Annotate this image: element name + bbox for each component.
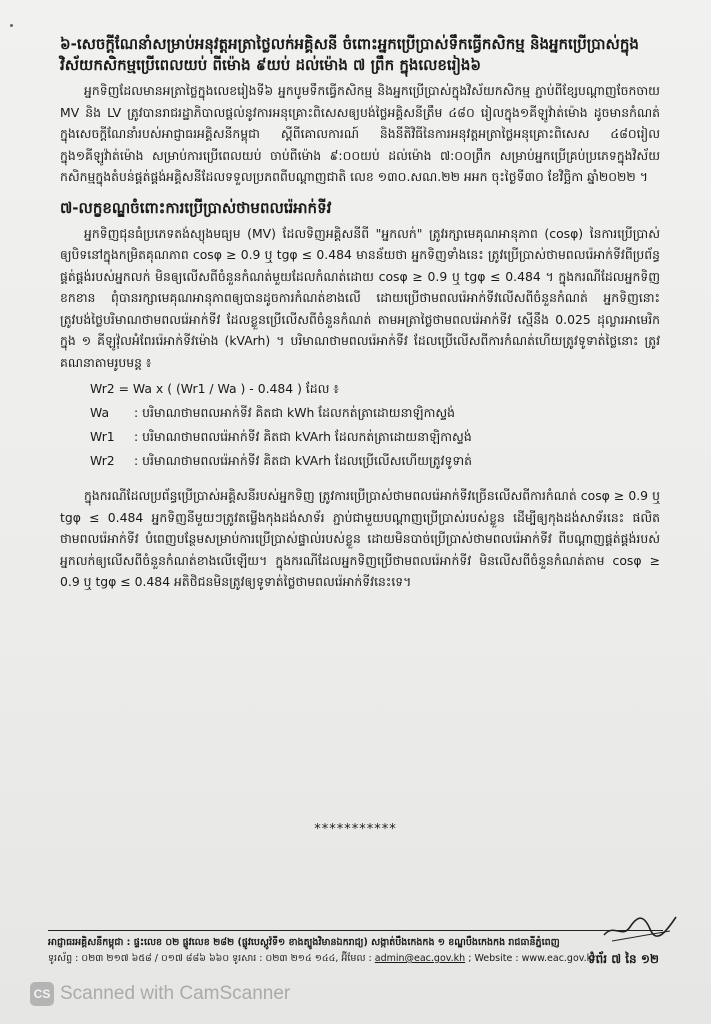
formula-symbol: Wr1 xyxy=(90,429,115,444)
section-6-paragraph: អ្នកទិញដែលមានអត្រាថ្លៃក្នុងលេខរៀងទី៦ អ្នកបូមទឹកធ្វើកសិកម្ម និងអ្នកប្រើប្រាស់ក្នុងវិស័យកសិកម្ម ភ្ជាប់ពីខ្សែបណ្តាញចែកចាយ MV និង LV ត្រូវបានរាជរដ្ឋាភិបាលផ្តល់នូវការអនុគ្រោះពិសេសឲ្យបង់ថ្លៃអគ្គិសនីត្រឹម ៤៨០ រៀលក្នុង១គីឡូវ៉ាត់ម៉ោង ដូចមានកំណត់ក្នុងសេចក្តីណែនាំរបស់អាជ្ញាធរអគ្គិសនីកម្ពុជា ស្តីពីគោលការណ៍ និងនីតិវិធីនៃការអនុវត្តអត្រាថ្លៃអនុគ្រោះពិសេស ៤៨០រៀល ក្នុង១គីឡូវ៉ាត់ម៉ោង សម្រាប់ការប្រើពេលយប់ ចាប់ពីម៉ោង ៩:០០យប់ ដល់ម៉ោង ៧:០០ព្រឹក សម្រាប់អ្នកប្រើគ្រប់ប្រភេទក្នុងវិស័យកសិកម្មក្នុងតំបន់ផ្គត់ផ្គង់អគ្គិសនីដែលទទួលប្រភពពីបណ្តាញជាតិ លេខ ១៣០.សណ.២២ អអក ចុះថ្ងៃទី៣០ ខែវិច្ឆិកា ឆ្នាំ២០២២ ។ xyxy=(60,83,660,184)
watermark-text: Scanned with CamScanner xyxy=(60,983,291,1004)
footer-phone: ទូរស័ព្ទ : ០២៣ ២១៧ ៦៥៨ / ០១៧ ៨៨៦ ៦៦០ ទូរសារ : ០២៣ ២១៤ ១៤៤, អ៊ីមែល : xyxy=(48,953,372,964)
formula-definition: : បរិមាណថាមពលរ៉េអាក់ទីវ គិតជា kVArh ដែលកត់ត្រាដោយនាឡិកាស្ទង់ xyxy=(134,429,472,444)
scan-speck xyxy=(10,24,13,27)
formula-symbol: Wr2 xyxy=(90,453,115,468)
footer-website: ; Website : www.eac.gov.kh xyxy=(468,953,599,964)
formula-def-wa xyxy=(90,401,660,425)
section-7-heading: ៧-លក្ខខណ្ឌចំពោះការប្រើប្រាស់ថាមពលរ៉េអាក់ទីវ xyxy=(60,198,332,217)
page-number: ទំព័រ ៧ នៃ ១២ xyxy=(587,952,659,966)
section-7-paragraph: អ្នកទិញជុនធំប្រភេទតង់ស្យុងមធ្យម (MV) ដែលទិញអគ្គិសនីពី "អ្នកលក់" ត្រូវរក្សាមេគុណអានុភាព (cosφ) នៃការប្រើប្រាស់ឲ្យបិទនៅក្នុងកម្រិតគុណភាព cosφ ≥ 0.9 ឬ tgφ ≤ 0.484 មានន័យថា អ្នកទិញទាំងនេះ ត្រូវប្រើប្រាស់ថាមពលរ៉េអាក់ទីវពីប្រព័ន្ធផ្គត់ផ្គង់របស់អ្នកលក់ មិនឲ្យលើសពីចំនួនកំណត់មួយដែលកំណត់ដោយ cosφ ≥ 0.9 ឬ tgφ ≤ 0.484 ។ ក្នុងករណីដែលអ្នកទិញខកខាន ពុំបានរក្សាមេគុណអានុភាពឲ្យបានដូចការកំណត់ខាងលើ ដោយប្រើថាមពលរ៉េអាក់ទីវលើសពីចំនួនកំណត់ អ្នកទិញនោះ ត្រូវបង់ថ្លៃបរិមាណថាមពលរ៉េអាក់ទីវ ដែលខ្លួនប្រើលើសពីចំនួនកំណត់ តាមអត្រាថ្លៃថាមពលរ៉េអាក់ទីវ ស្មើនឹង 0.025 ដុល្លារអាមេរិក ក្នុង ១ គីឡូវ៉ុលអំពែររ៉េអាក់ទីវម៉ោង (kVArh) ។ បរិមាណថាមពលរ៉េអាក់ទីវ ដែលប្រើលើសពីការកំណត់ហើយត្រូវទូទាត់ថ្លៃនោះ ត្រូវគណនាតាមរូបមន្ត ៖ xyxy=(60,225,660,370)
separator-stars: *********** xyxy=(314,822,397,837)
formula-definition: : បរិមាណថាមពលរ៉េអាក់ទីវ គិតជា kVArh ដែលប្រើលើសហើយត្រូវទូទាត់ xyxy=(134,453,473,468)
camscanner-watermark xyxy=(30,982,290,1006)
footer-contact xyxy=(48,951,663,967)
formula-main: Wr2 = Wa x ( (Wr1 / Wa ) - 0.484 ) ដែល ៖ xyxy=(90,381,339,396)
camscanner-logo-icon: CS xyxy=(30,982,54,1006)
section-6-heading: ៦-សេចក្តីណែនាំសម្រាប់អនុវត្តអត្រាថ្លៃលក់អគ្គិសនី ចំពោះអ្នកប្រើប្រាស់ទឹកធ្វើកសិកម្ម និងអ្នកប្រើប្រាស់ក្នុងវិស័យកសិកម្មប្រើពេលយប់ ពីម៉ោង ៩យប់ ដល់ម៉ោង ៧ ព្រឹក ក្នុងលេខរៀង៦ xyxy=(60,35,639,74)
formula-def-wr1 xyxy=(90,425,660,449)
formula-definition: : បរិមាណថាមពលអាក់ទីវ គិតជា kWh ដែលកត់ត្រាដោយនាឡិកាស្ទង់ xyxy=(134,405,456,420)
formula-block xyxy=(90,377,660,473)
formula-def-wr2 xyxy=(90,449,660,473)
document-body xyxy=(60,34,660,593)
footer-email-link[interactable]: admin@eac.gov.kh xyxy=(374,953,466,964)
section-7-paragraph-2: ក្នុងករណីដែលប្រព័ន្ធប្រើប្រាស់អគ្គិសនីរបស់អ្នកទិញ ត្រូវការប្រើប្រាស់ថាមពលរ៉េអាក់ទីវច្រើនលើសពីការកំណត់ cosφ ≥ 0.9 ឬ tgφ ≤ 0.484 អ្នកទិញនីមួយៗត្រូវតម្លើងកុងដង់សាទ័រ ភ្ជាប់ជាមួយបណ្តាញប្រើប្រាស់របស់ខ្លួន ដើម្បីឲ្យកុងដង់សាទ័រនេះ ផលិតថាមពលរ៉េអាក់ទីវ បំពេញបន្ថែមសម្រាប់ការប្រើប្រាស់ផ្ទាល់របស់ខ្លួន ដោយមិនបាច់ប្រើប្រាស់ថាមពលរ៉េអាក់ទីវ ពីបណ្តាញផ្គត់ផ្គង់របស់អ្នកលក់ឲ្យលើសពីចំនួនកំណត់ខាងលើឡើយ។ ក្នុងករណីដែលអ្នកទិញប្រើថាមពលរ៉េអាក់ទីវ មិនលើសពីចំនួនកំណត់តាម cosφ ≥ 0.9 ឬ tgφ ≤ 0.484 អតិថិជនមិនត្រូវឲ្យទូទាត់ថ្លៃថាមពលរ៉េអាក់ទីវនេះទេ។ xyxy=(60,488,660,589)
footer-address: អាជ្ញាធរអគ្គិសនីកម្ពុជា : ផ្ទះលេខ ០២ ផ្លូវលេខ ២៨២ (ផ្លូវបេស្តូវ៉ទី១ ខាងត្បូងវិមានឯករាជ្យ) សង្កាត់បឹងកេងកង ១ ខណ្ឌបឹងកេងកង រាជធានីភ្នំពេញ xyxy=(48,937,560,948)
footer xyxy=(48,930,663,967)
formula-symbol: Wa xyxy=(90,405,110,420)
